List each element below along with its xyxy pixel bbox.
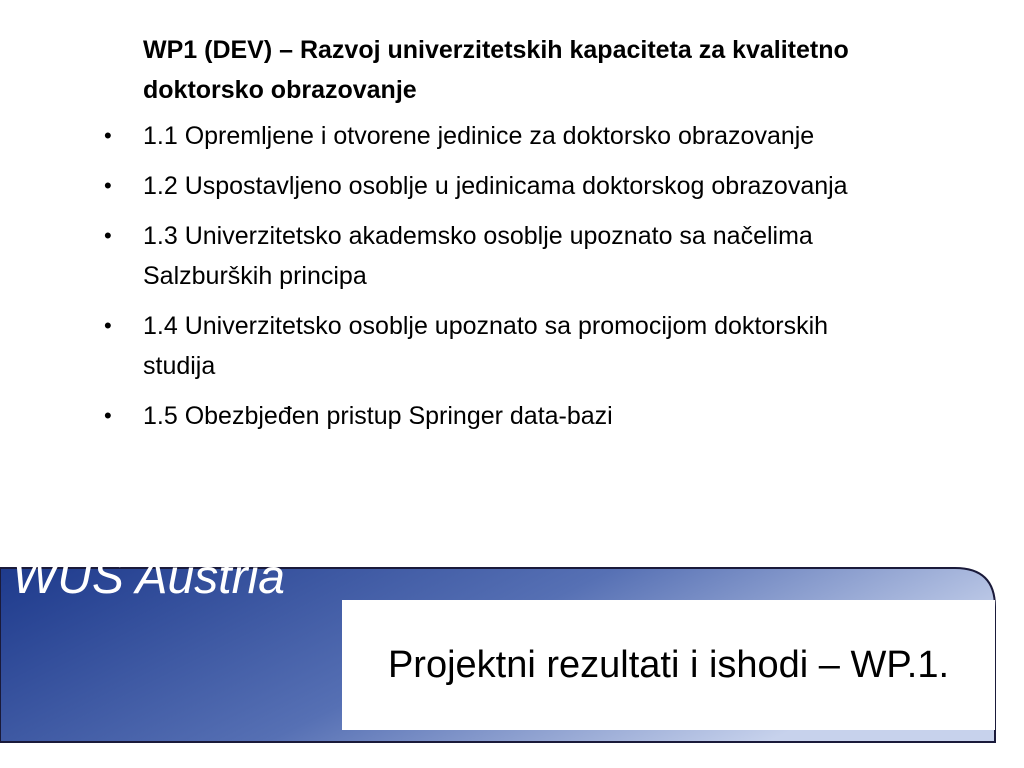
bullet-dot-icon: • xyxy=(104,173,112,198)
list-item xyxy=(100,306,890,386)
bullet-dot-icon: • xyxy=(104,313,112,338)
bullet-dot-icon: • xyxy=(104,403,112,428)
list-item xyxy=(100,116,890,156)
slide-title-box xyxy=(342,600,995,730)
bullet-list xyxy=(100,116,890,436)
brand-logo-text: WUS Austria xyxy=(12,551,285,604)
bullet-text: 1.3 Univerzitetsko akademsko osoblje upoznato sa načelima Salzburških principa xyxy=(143,222,813,290)
bullet-dot-icon: • xyxy=(104,123,112,148)
list-item xyxy=(100,216,890,296)
bullet-text: 1.1 Opremljene i otvorene jedinice za doktorsko obrazovanje xyxy=(143,122,815,150)
bullet-text: 1.2 Uspostavljeno osoblje u jedinicama doktorskog obrazovanja xyxy=(143,172,848,200)
bullet-text: 1.4 Univerzitetsko osoblje upoznato sa promocijom doktorskih studija xyxy=(143,312,829,380)
bullet-text: 1.5 Obezbjeđen pristup Springer data-bazi xyxy=(143,402,613,430)
slide-heading: WP1 (DEV) – Razvoj univerzitetskih kapaciteta za kvalitetno doktorsko obrazovanje xyxy=(143,36,849,104)
slide-title: Projektni rezultati i ishodi – WP.1. xyxy=(387,644,950,686)
slide-content xyxy=(100,30,890,446)
bullet-dot-icon: • xyxy=(104,223,112,248)
list-item xyxy=(100,396,890,436)
list-item xyxy=(100,166,890,206)
